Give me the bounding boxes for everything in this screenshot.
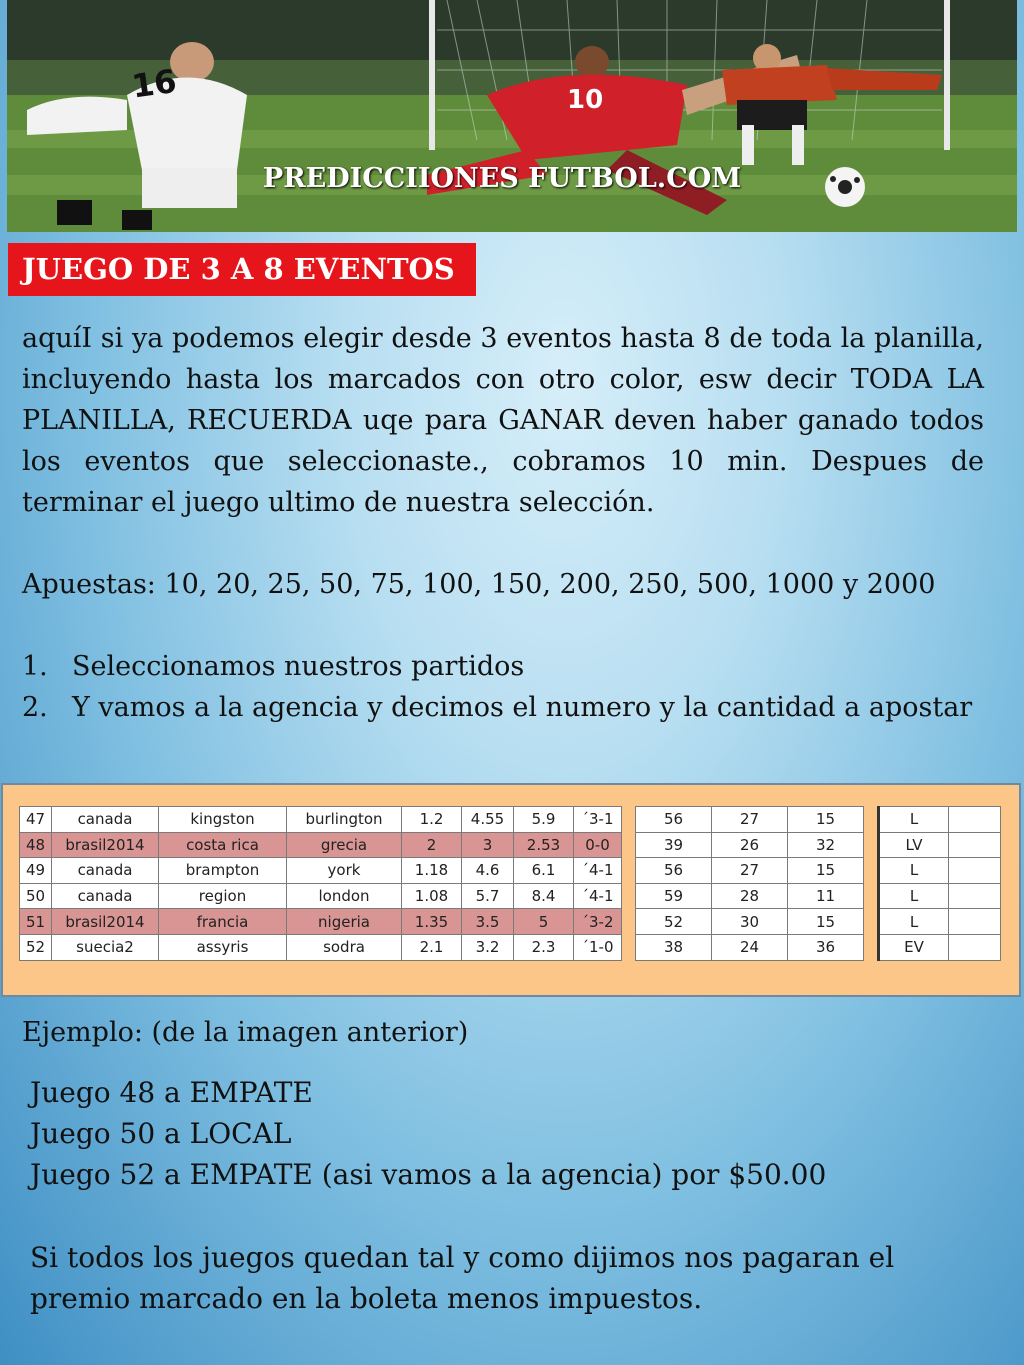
table-row (20, 832, 1001, 858)
table-cell: costa rica (159, 832, 287, 858)
table-cell: 5.7 (462, 883, 514, 909)
intro-paragraph: aquíI si ya podemos elegir desde 3 eventos hasta 8 de toda la planilla, incluyendo hasta los marcados con otro color, esw decir TODA LA PLANILLA, RECUERDA uqe para GANAR deven haber ganado todos los eventos que seleccionaste., cobramos 10 min. Despues de terminar el juego ultimo de nuestra selección. (22, 323, 984, 518)
table-cell: 56 (636, 858, 712, 884)
table-cell: LV (879, 832, 949, 858)
table-cell: suecia2 (52, 934, 159, 960)
table-row (20, 858, 1001, 884)
step-number: 1. (22, 651, 48, 682)
example-title: Ejemplo: (de la imagen anterior) (22, 1017, 469, 1048)
column-gap (622, 909, 636, 935)
column-gap (622, 883, 636, 909)
table-cell: york (287, 858, 402, 884)
table-cell: 28 (712, 883, 788, 909)
column-gap (864, 883, 879, 909)
table-cell: 24 (712, 934, 788, 960)
column-gap (864, 934, 879, 960)
table-cell: 30 (712, 909, 788, 935)
table-cell: 4.55 (462, 807, 514, 833)
table-cell: 2.3 (514, 934, 574, 960)
table-row (20, 909, 1001, 935)
table-cell: burlington (287, 807, 402, 833)
table-cell: ´3-2 (574, 909, 622, 935)
column-gap (622, 934, 636, 960)
step-item (22, 687, 984, 728)
empty-cell (949, 883, 1001, 909)
step-text: Y vamos a la agencia y decimos el numero y la cantidad a apostar (72, 692, 973, 723)
table-cell: 1.2 (402, 807, 462, 833)
table-cell: 52 (636, 909, 712, 935)
table-cell: L (879, 909, 949, 935)
empty-cell (949, 858, 1001, 884)
example-list (30, 1072, 826, 1195)
table-cell: 3.5 (462, 909, 514, 935)
table-cell: ´4-1 (574, 858, 622, 884)
example-line: Juego 52 a EMPATE (asi vamos a la agencia) por $50.00 (30, 1158, 827, 1191)
table-cell: 2.1 (402, 934, 462, 960)
table-cell: 27 (712, 807, 788, 833)
table-cell: grecia (287, 832, 402, 858)
table-cell: 0-0 (574, 832, 622, 858)
table-cell: ´3-1 (574, 807, 622, 833)
table-cell: canada (52, 858, 159, 884)
table-cell: 5 (514, 909, 574, 935)
column-gap (864, 807, 879, 833)
step-text: Seleccionamos nuestros partidos (72, 651, 525, 682)
table-cell: sodra (287, 934, 402, 960)
header-banner (7, 0, 1017, 232)
table-cell: 51 (20, 909, 52, 935)
step-number: 2. (22, 692, 48, 723)
column-gap (622, 832, 636, 858)
empty-cell (949, 934, 1001, 960)
table-cell: 11 (788, 883, 864, 909)
table-cell: 32 (788, 832, 864, 858)
table-cell: canada (52, 807, 159, 833)
table-row (20, 807, 1001, 833)
table-cell: EV (879, 934, 949, 960)
example-line: Juego 48 a EMPATE (30, 1076, 313, 1109)
bets-line: Apuestas: 10, 20, 25, 50, 75, 100, 150, 200, 250, 500, 1000 y 2000 (22, 569, 936, 600)
odds-table-panel (1, 783, 1021, 997)
soccer-photo (7, 0, 1017, 232)
table-cell: canada (52, 883, 159, 909)
table-cell: 3.2 (462, 934, 514, 960)
table-cell: brampton (159, 858, 287, 884)
table-cell: 47 (20, 807, 52, 833)
table-cell: 5.9 (514, 807, 574, 833)
empty-cell (949, 832, 1001, 858)
table-cell: 36 (788, 934, 864, 960)
odds-table (19, 806, 1001, 961)
table-cell: 39 (636, 832, 712, 858)
table-cell: 49 (20, 858, 52, 884)
table-cell: 4.6 (462, 858, 514, 884)
column-gap (864, 858, 879, 884)
table-cell: 38 (636, 934, 712, 960)
table-row (20, 934, 1001, 960)
table-cell: 2.53 (514, 832, 574, 858)
table-cell: 50 (20, 883, 52, 909)
steps-list (22, 646, 984, 728)
table-cell: 59 (636, 883, 712, 909)
column-gap (622, 807, 636, 833)
table-cell: kingston (159, 807, 287, 833)
table-cell: 1.08 (402, 883, 462, 909)
table-cell: L (879, 807, 949, 833)
table-cell: francia (159, 909, 287, 935)
table-cell: 3 (462, 832, 514, 858)
table-cell: 52 (20, 934, 52, 960)
player-number: 10 (567, 85, 604, 115)
table-cell: 8.4 (514, 883, 574, 909)
table-cell: ´1-0 (574, 934, 622, 960)
table-cell: 1.35 (402, 909, 462, 935)
table-cell: 27 (712, 858, 788, 884)
player-number: 16 (129, 61, 179, 106)
column-gap (864, 832, 879, 858)
table-cell: 6.1 (514, 858, 574, 884)
column-gap (864, 909, 879, 935)
table-cell: region (159, 883, 287, 909)
table-cell: brasil2014 (52, 832, 159, 858)
table-cell: 1.18 (402, 858, 462, 884)
table-cell: 15 (788, 858, 864, 884)
empty-cell (949, 807, 1001, 833)
table-cell: assyris (159, 934, 287, 960)
empty-cell (949, 909, 1001, 935)
site-title: PREDICCIIONES FUTBOL.COM (262, 163, 742, 194)
table-cell: 56 (636, 807, 712, 833)
table-cell: nigeria (287, 909, 402, 935)
closing-paragraph: Si todos los juegos quedan tal y como dijimos nos pagaran el premio marcado en la boleta menos impuestos. (30, 1241, 895, 1315)
step-item (22, 646, 984, 687)
table-cell: ´4-1 (574, 883, 622, 909)
table-cell: london (287, 883, 402, 909)
table-cell: L (879, 883, 949, 909)
table-cell: 2 (402, 832, 462, 858)
table-cell: 26 (712, 832, 788, 858)
table-cell: 15 (788, 807, 864, 833)
example-line: Juego 50 a LOCAL (30, 1117, 292, 1150)
table-cell: brasil2014 (52, 909, 159, 935)
table-row (20, 883, 1001, 909)
table-cell: 15 (788, 909, 864, 935)
table-cell: 48 (20, 832, 52, 858)
column-gap (622, 858, 636, 884)
section-label: JUEGO DE 3 A 8 EVENTOS (8, 243, 476, 296)
table-cell: L (879, 858, 949, 884)
